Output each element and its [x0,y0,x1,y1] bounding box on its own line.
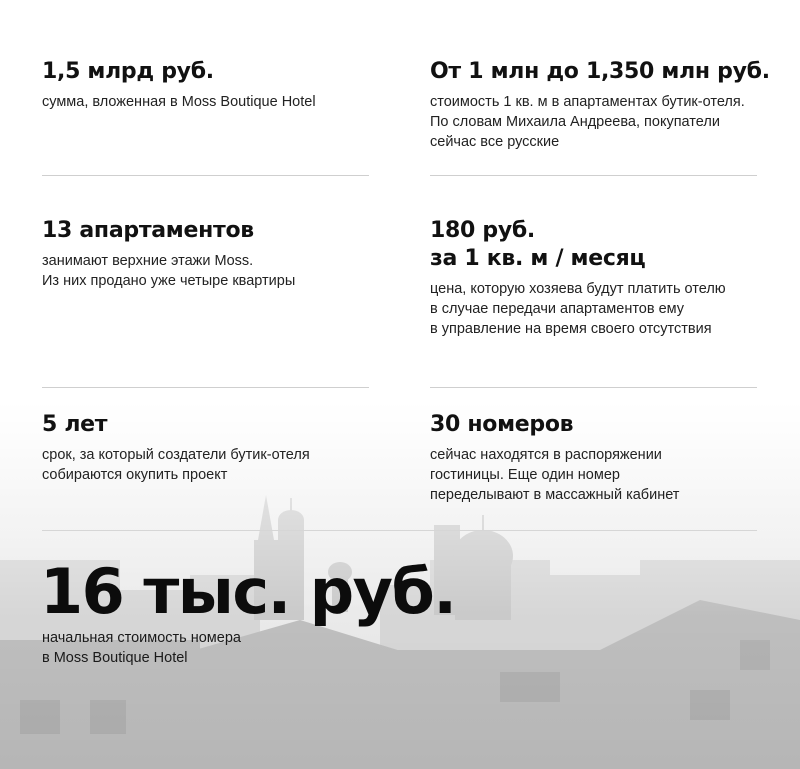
divider [430,387,757,388]
stat-description: срок, за который создатели бутик-отеля собираются окупить проект [42,447,310,483]
stat-price-per-sqm [430,58,780,152]
stat-headline: 180 руб. за 1 кв. м / месяц [430,218,646,271]
divider [430,175,757,176]
stat-payback-period [42,411,382,485]
divider [42,175,369,176]
stat-description: цена, которую хозяева будут платить отелю в случае передачи апартаментов ему в управление на время своего отсутствия [430,281,726,337]
stat-headline: 30 номеров [430,412,574,437]
stat-headline: 1,5 млрд руб. [42,59,214,84]
stat-headline: 5 лет [42,412,108,437]
stat-description: занимают верхние этажи Moss. Из них продано уже четыре квартиры [42,253,296,289]
stat-management-fee [430,217,780,339]
stat-apartments [42,217,382,291]
stat-rooms [430,411,780,505]
stat-description: сумма, вложенная в Moss Boutique Hotel [42,94,316,110]
stat-headline: 13 апартаментов [42,218,254,243]
highlight-description: начальная стоимость номера в Moss Boutique Hotel [42,630,241,666]
stat-total-investment [42,58,382,112]
highlight-headline: 16 тыс. руб. [40,555,456,628]
divider [42,387,369,388]
stat-description: стоимость 1 кв. м в апартаментах бутик-отеля. По словам Михаила Андреева, покупатели сейчас все русские [430,94,745,150]
divider [42,530,757,531]
stat-headline: От 1 млн до 1,350 млн руб. [430,59,770,84]
stat-description: сейчас находятся в распоряжении гостиницы. Еще один номер переделывают в массажный кабинет [430,447,680,503]
